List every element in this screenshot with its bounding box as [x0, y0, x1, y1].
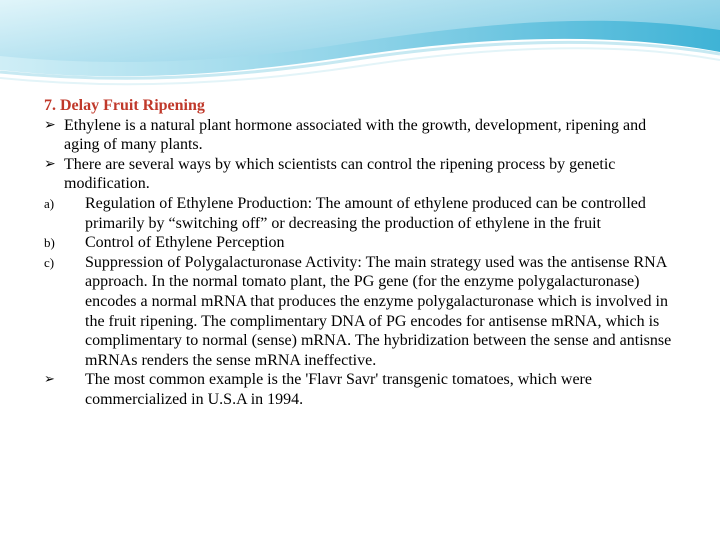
- bullet-text: There are several ways by which scientists can control the ripening process by genetic modification.: [64, 155, 616, 193]
- list-item-text: Suppression of Polygalacturonase Activity: The main strategy used was the antisense RNA approach. In the normal tomato plant, the PG gene (for the enzyme polygalacturonase) encodes a normal mRNA that produces the enzyme polygalacturonase which is involved in the fruit ripening. The complimentary DNA of PG encodes for antisense mRNA, which is complimentary to normal (sense) mRNA. The hybridization between the sense and antisnse mRNAs renders the sense mRNA ineffective.: [85, 253, 672, 369]
- arrow-bullet-icon: ➢: [44, 155, 56, 172]
- bullet-flavr-savr: [44, 370, 684, 409]
- bullet-ethylene: [44, 116, 684, 155]
- list-item-text: Control of Ethylene Perception: [85, 234, 285, 252]
- bullet-ripening-control: [44, 155, 684, 194]
- bullet-text: The most common example is the 'Flavr Savr' transgenic tomatoes, which were commercialized in U.S.A in 1994.: [85, 371, 592, 408]
- slide-content: [44, 96, 684, 410]
- slide-title: 7. Delay Fruit Ripening: [44, 97, 205, 114]
- list-item-a: [44, 194, 684, 233]
- list-marker: b): [44, 235, 55, 251]
- list-marker: c): [44, 254, 55, 270]
- list-item-text: Regulation of Ethylene Production: The amount of ethylene produced can be controlled primarily by “switching off” or decreasing the production of ethylene in the fruit: [85, 194, 646, 232]
- arrow-bullet-icon: ➢: [44, 372, 55, 388]
- list-item-c: [44, 253, 684, 371]
- list-marker: a): [44, 195, 55, 211]
- header-wave-banner: [0, 0, 720, 100]
- list-item-b: [44, 233, 684, 253]
- bullet-text: Ethylene is a natural plant hormone associated with the growth, development, ripening and aging of many plants.: [64, 116, 647, 154]
- arrow-bullet-icon: ➢: [44, 116, 56, 133]
